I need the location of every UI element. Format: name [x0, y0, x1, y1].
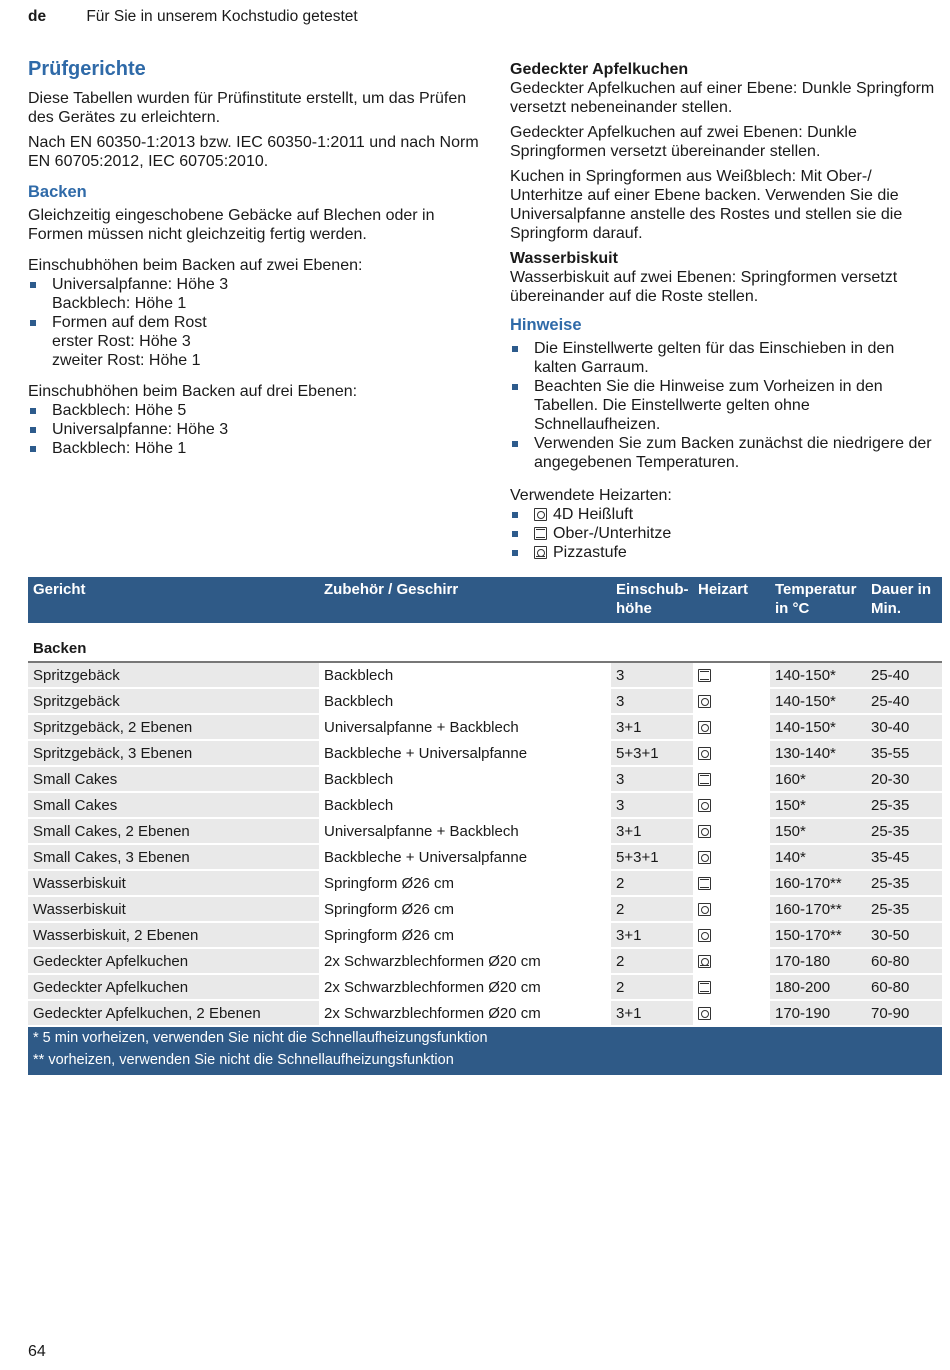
cell-gericht: Small Cakes [28, 766, 319, 792]
cell-temperatur: 140-150* [770, 714, 866, 740]
table-row [28, 974, 942, 1000]
footnote-row [28, 1026, 942, 1049]
cell-temperatur: 140* [770, 844, 866, 870]
cell-gericht: Spritzgebäck, 3 Ebenen [28, 740, 319, 766]
cell-zubehoer: Universalpfanne + Backblech [319, 818, 611, 844]
norm-text: Nach EN 60350-1:2013 bzw. IEC 60350-1:2011 und nach Norm EN 60705:2012, IEC 60705:2010. [28, 134, 479, 170]
heizarten-list [510, 505, 940, 562]
cell-heizart [693, 792, 770, 818]
cell-gericht: Spritzgebäck, 2 Ebenen [28, 714, 319, 740]
col-header-gericht: Gericht [28, 577, 319, 623]
list-item: Universalpfanne: Höhe 3 Backblech: Höhe 1 [28, 275, 483, 313]
top-bottom-heat-icon [698, 981, 711, 994]
footnote: * 5 min vorheizen, verwenden Sie nicht die Schnellaufheizungsfunktion [28, 1026, 942, 1049]
list-item: Die Einstellwerte gelten für das Einschieben in den kalten Garraum. [510, 339, 940, 377]
cell-gericht: Gedeckter Apfelkuchen [28, 974, 319, 1000]
cell-dauer: 25-35 [866, 818, 942, 844]
fan-heat-icon [698, 1007, 711, 1020]
cell-gericht: Wasserbiskuit [28, 896, 319, 922]
cell-temperatur: 180-200 [770, 974, 866, 1000]
page-number: 64 [28, 1343, 46, 1360]
cell-dauer: 70-90 [866, 1000, 942, 1026]
cell-zubehoer: Springform Ø26 cm [319, 896, 611, 922]
fan-heat-icon [698, 825, 711, 838]
table-row [28, 688, 942, 714]
cell-einschub: 3 [611, 662, 693, 688]
table-row [28, 662, 942, 688]
apfel-text-1: Gedeckter Apfelkuchen auf einer Ebene: Dunkle Springform versetzt nebeneinander stellen. [510, 80, 935, 116]
cell-einschub: 3+1 [611, 922, 693, 948]
list-item: Verwenden Sie zum Backen zunächst die niedrigere der angegebenen Temperaturen. [510, 434, 940, 472]
cell-einschub: 3 [611, 766, 693, 792]
cell-heizart [693, 922, 770, 948]
cell-einschub: 3+1 [611, 714, 693, 740]
cell-dauer: 60-80 [866, 948, 942, 974]
cell-zubehoer: 2x Schwarzblechformen Ø20 cm [319, 1000, 611, 1026]
fan-heat-icon [698, 851, 711, 864]
cell-heizart [693, 974, 770, 1000]
cell-temperatur: 170-180 [770, 948, 866, 974]
cell-einschub: 3+1 [611, 818, 693, 844]
list-item: 4D Heißluft [510, 505, 940, 524]
col-header-dauer: Dauer in Min. [866, 577, 942, 623]
apfel-heading: Gedeckter Apfelkuchen [510, 61, 689, 78]
top-bottom-heat-icon [698, 877, 711, 890]
cell-gericht: Small Cakes, 2 Ebenen [28, 818, 319, 844]
col-header-einschub: Einschub-höhe [611, 577, 693, 623]
list-item: Ober-/Unterhitze [510, 524, 940, 543]
cell-temperatur: 150-170** [770, 922, 866, 948]
cell-temperatur: 130-140* [770, 740, 866, 766]
cell-zubehoer: Backbleche + Universalpfanne [319, 844, 611, 870]
cell-gericht: Wasserbiskuit [28, 870, 319, 896]
cell-temperatur: 160-170** [770, 896, 866, 922]
page-header [28, 8, 358, 26]
table-row [28, 818, 942, 844]
table-row [28, 948, 942, 974]
cell-temperatur: 150* [770, 818, 866, 844]
cell-zubehoer: Backblech [319, 662, 611, 688]
cell-einschub: 5+3+1 [611, 740, 693, 766]
cell-heizart [693, 896, 770, 922]
hinweise-heading: Hinweise [510, 316, 582, 334]
cell-zubehoer: 2x Schwarzblechformen Ø20 cm [319, 974, 611, 1000]
apfel-text-2: Gedeckter Apfelkuchen auf zwei Ebenen: Dunkle Springformen versetzt übereinander stellen. [510, 124, 857, 160]
cell-temperatur: 140-150* [770, 688, 866, 714]
cell-heizart [693, 1000, 770, 1026]
list-item: Backblech: Höhe 5 [28, 401, 483, 420]
cell-dauer: 25-40 [866, 662, 942, 688]
cell-zubehoer: Backblech [319, 688, 611, 714]
pizza-setting-icon [534, 546, 547, 559]
intro-text: Diese Tabellen wurden für Prüfinstitute erstellt, um das Prüfen des Gerätes zu erleichtern. [28, 90, 467, 126]
backen-heading: Backen [28, 183, 87, 201]
table-row [28, 922, 942, 948]
top-bottom-heat-icon [698, 669, 711, 682]
cell-dauer: 35-45 [866, 844, 942, 870]
col-header-heizart: Heizart [693, 577, 770, 623]
cell-dauer: 20-30 [866, 766, 942, 792]
cell-temperatur: 140-150* [770, 662, 866, 688]
table-row [28, 740, 942, 766]
fan-heat-icon [698, 929, 711, 942]
cell-heizart [693, 818, 770, 844]
heizarten-label: Verwendete Heizarten: [510, 487, 672, 504]
list-item: Beachten Sie die Hinweise zum Vorheizen in den Tabellen. Die Einstellwerte gelten ohne Schnellaufheizen. [510, 377, 940, 434]
cell-temperatur: 160* [770, 766, 866, 792]
cell-zubehoer: Springform Ø26 cm [319, 870, 611, 896]
wasser-heading: Wasserbiskuit [510, 250, 618, 267]
table-row [28, 714, 942, 740]
list-item: Universalpfanne: Höhe 3 [28, 420, 483, 439]
cell-heizart [693, 714, 770, 740]
cell-temperatur: 160-170** [770, 870, 866, 896]
cell-heizart [693, 844, 770, 870]
language-code: de [28, 8, 47, 25]
cell-dauer: 25-40 [866, 688, 942, 714]
cell-heizart [693, 766, 770, 792]
table-header [28, 577, 942, 623]
cell-zubehoer: 2x Schwarzblechformen Ø20 cm [319, 948, 611, 974]
table-row [28, 844, 942, 870]
cell-heizart [693, 662, 770, 688]
left-column [28, 60, 483, 470]
cell-heizart [693, 948, 770, 974]
cell-einschub: 2 [611, 870, 693, 896]
cell-gericht: Gedeckter Apfelkuchen [28, 948, 319, 974]
table-row [28, 792, 942, 818]
list-item: Formen auf dem Rost erster Rost: Höhe 3 zweiter Rost: Höhe 1 [28, 313, 483, 370]
col-header-zubehoer: Zubehör / Geschirr [319, 577, 611, 623]
fan-heat-icon [534, 508, 547, 521]
section-label: Backen [28, 623, 942, 662]
table-row [28, 896, 942, 922]
cell-gericht: Wasserbiskuit, 2 Ebenen [28, 922, 319, 948]
cell-dauer: 25-35 [866, 792, 942, 818]
footnote: ** vorheizen, verwenden Sie nicht die Schnellaufheizungsfunktion [28, 1049, 942, 1075]
cell-einschub: 5+3+1 [611, 844, 693, 870]
cell-zubehoer: Backblech [319, 792, 611, 818]
cell-heizart [693, 688, 770, 714]
cell-dauer: 25-35 [866, 870, 942, 896]
fan-heat-icon [698, 903, 711, 916]
fan-heat-icon [698, 747, 711, 760]
table-row [28, 870, 942, 896]
cell-gericht: Gedeckter Apfelkuchen, 2 Ebenen [28, 1000, 319, 1026]
cell-einschub: 2 [611, 948, 693, 974]
cell-gericht: Spritzgebäck [28, 662, 319, 688]
cell-temperatur: 170-190 [770, 1000, 866, 1026]
list-item: Pizzastufe [510, 543, 940, 562]
cell-temperatur: 150* [770, 792, 866, 818]
cell-gericht: Spritzgebäck [28, 688, 319, 714]
cell-zubehoer: Universalpfanne + Backblech [319, 714, 611, 740]
fan-heat-icon [698, 695, 711, 708]
three-levels-label: Einschubhöhen beim Backen auf drei Ebenen: [28, 383, 358, 400]
cell-zubehoer: Springform Ø26 cm [319, 922, 611, 948]
top-bottom-heat-icon [698, 773, 711, 786]
table-row [28, 766, 942, 792]
cell-einschub: 3+1 [611, 1000, 693, 1026]
cell-dauer: 35-55 [866, 740, 942, 766]
cell-einschub: 3 [611, 792, 693, 818]
cell-zubehoer: Backbleche + Universalpfanne [319, 740, 611, 766]
cell-einschub: 2 [611, 974, 693, 1000]
header-title: Für Sie in unserem Kochstudio getestet [86, 8, 358, 25]
section-row [28, 623, 942, 662]
cell-heizart [693, 870, 770, 896]
test-dishes-table [28, 577, 942, 1075]
cell-heizart [693, 740, 770, 766]
cell-dauer: 60-80 [866, 974, 942, 1000]
footnote-row [28, 1049, 942, 1075]
right-column [510, 60, 940, 574]
cell-einschub: 2 [611, 896, 693, 922]
cell-dauer: 25-35 [866, 896, 942, 922]
two-levels-list [28, 275, 483, 370]
cell-gericht: Small Cakes, 3 Ebenen [28, 844, 319, 870]
backen-text: Gleichzeitig eingeschobene Gebäcke auf Blechen oder in Formen müssen nicht gleichzeitig fertig werden. [28, 207, 435, 243]
cell-einschub: 3 [611, 688, 693, 714]
apfel-text-3: Kuchen in Springformen aus Weißblech: Mit Ober-/ Unterhitze auf einer Ebene backen. Verwenden Sie die Universalpfanne anstelle des Rostes und stellen sie die Springform darauf. [510, 168, 903, 242]
wasser-text: Wasserbiskuit auf zwei Ebenen: Springformen versetzt übereinander auf die Roste stellen. [510, 269, 898, 305]
fan-heat-icon [698, 799, 711, 812]
list-item: Backblech: Höhe 1 [28, 439, 483, 458]
three-levels-list [28, 401, 483, 458]
cell-zubehoer: Backblech [319, 766, 611, 792]
col-header-temperatur: Temperatur in °C [770, 577, 866, 623]
cell-dauer: 30-50 [866, 922, 942, 948]
hinweise-list [510, 339, 940, 472]
pizza-setting-icon [698, 955, 711, 968]
two-levels-label: Einschubhöhen beim Backen auf zwei Ebenen: [28, 257, 363, 274]
table-row [28, 1000, 942, 1026]
fan-heat-icon [698, 721, 711, 734]
page-title: Prüfgerichte [28, 58, 146, 80]
cell-dauer: 30-40 [866, 714, 942, 740]
top-bottom-heat-icon [534, 527, 547, 540]
cell-gericht: Small Cakes [28, 792, 319, 818]
